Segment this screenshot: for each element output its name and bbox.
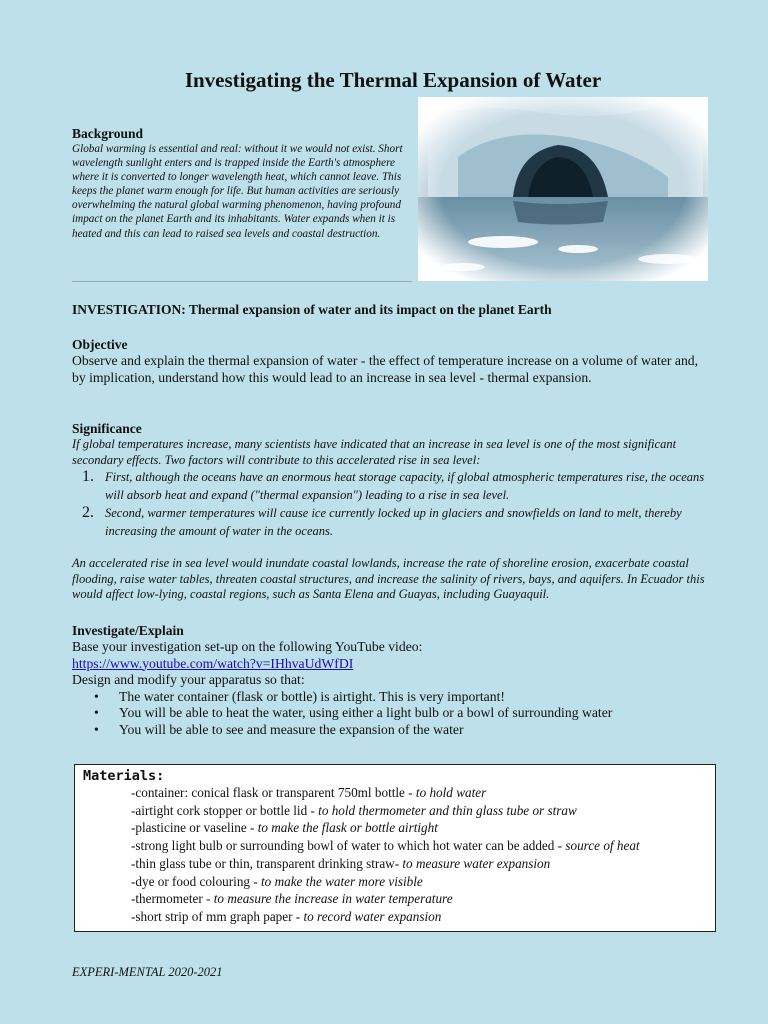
significance-section (72, 420, 712, 603)
ice-cave-photo (418, 97, 708, 281)
material-item (131, 784, 707, 802)
objective-section (72, 336, 712, 386)
material-item (131, 908, 707, 926)
youtube-link[interactable]: https://www.youtube.com/watch?v=IHhvaUdWfDI (72, 655, 354, 671)
material-item (131, 802, 707, 820)
list-item (82, 504, 712, 540)
material-item (131, 873, 707, 891)
material-purpose: to record water expansion (303, 908, 442, 924)
material-name: -airtight cork stopper or bottle lid - (131, 802, 319, 818)
materials-box (74, 764, 716, 932)
material-item (131, 890, 707, 908)
material-purpose: source of heat (565, 838, 640, 854)
page-title: Investigating the Thermal Expansion of Water (184, 68, 602, 92)
list-number: 2. (82, 504, 94, 521)
investigate-section (72, 622, 712, 738)
material-name: -short strip of mm graph paper - (131, 908, 304, 924)
materials-heading: Materials: (83, 768, 165, 784)
material-name: -plasticine or vaseline - (131, 820, 258, 836)
significance-paragraph: An accelerated rise in sea level would inundate coastal lowlands, increase the rate of shoreline erosion, exacerbate coastal flooding, raise water tables, threaten coastal structures, and increase the salinity of rivers, bays, and aquifers. In Ecuador this would affect low-lying, coastal regions, such as Santa Elena and Guayas, including Guayaquil. (72, 556, 705, 601)
material-name: -strong light bulb or surrounding bowl of water to which hot water can be added - (131, 838, 566, 854)
material-name: -thermometer - (131, 891, 214, 907)
list-item: • You will be able to see and measure the expansion of the water (92, 722, 712, 739)
investigate-heading: Investigate/Explain (72, 623, 184, 638)
objective-text: Observe and explain the thermal expansion of water - the effect of temperature increase on a volume of water and, by implication, understand how this would lead to an increase in sea level - thermal expansion. (72, 353, 699, 385)
list-item: • The water container (flask or bottle) is airtight. This is very important! (92, 689, 712, 706)
significance-intro: If global temperatures increase, many scientists have indicated that an increase in sea level is one of the most significant secondary effects. Two factors will contribute to this accelerated rise in sea level: (72, 437, 677, 467)
material-name: -dye or food colouring - (131, 873, 262, 889)
investigation-heading: INVESTIGATION: Thermal expansion of water and its impact on the planet Earth (72, 302, 552, 317)
requirements-list (92, 689, 712, 739)
material-purpose: to measure the increase in water temperature (213, 891, 453, 907)
material-purpose: to hold water (415, 785, 487, 800)
material-name: -thin glass tube or thin, transparent drinking straw- (131, 855, 403, 871)
objective-heading: Objective (72, 337, 128, 352)
material-item (131, 837, 707, 855)
background-text: Global warming is essential and real: without it we would not exist. Short wavelength sunlight enters and is trapped inside the Earth's atmosphere where it is converted to longer wavelength heat, which cannot leave. This keeps the planet warm enough for life. But human activities are seriously overwhelming the natural global warming phenomenon, having profound impact on the planet Earth and its inhabitants. Water expands when it is heated and this can lead to raised sea levels and coastal destruction. (72, 143, 403, 240)
significance-heading: Significance (72, 421, 142, 436)
background-heading: Background (72, 126, 144, 141)
section-divider (72, 281, 412, 282)
material-item (131, 819, 707, 837)
investigate-line2: Design and modify your apparatus so that: (72, 672, 305, 687)
material-purpose: to hold thermometer and thin glass tube or straw (318, 802, 577, 818)
material-name: -container: conical flask or transparent 750ml bottle - (131, 785, 416, 800)
list-number: 1. (82, 468, 94, 485)
material-item (131, 855, 707, 873)
material-purpose: to make the flask or bottle airtight (257, 820, 438, 836)
ice-cave-image (418, 97, 708, 281)
significance-list (82, 468, 712, 540)
material-purpose: to measure water expansion (402, 855, 551, 871)
list-text: First, although the oceans have an enormous heat storage capacity, if global atmospheric temperatures rise, the oceans will absorb heat and expand ("thermal expansion") leading to a rise in sea level. (105, 470, 705, 502)
materials-list (131, 784, 707, 926)
footer-text: EXPERI-MENTAL 2020-2021 (72, 965, 223, 979)
background-section (72, 125, 414, 241)
material-purpose: to make the water more visible (261, 873, 423, 889)
investigate-line1: Base your investigation set-up on the following YouTube video: (72, 639, 423, 654)
list-item (82, 468, 712, 504)
list-text: Second, warmer temperatures will cause ice currently locked up in glaciers and snowfields on land to melt, thereby increasing the amount of water in the oceans. (105, 506, 682, 538)
list-item: • You will be able to heat the water, using either a light bulb or a bowl of surrounding water (92, 705, 712, 722)
